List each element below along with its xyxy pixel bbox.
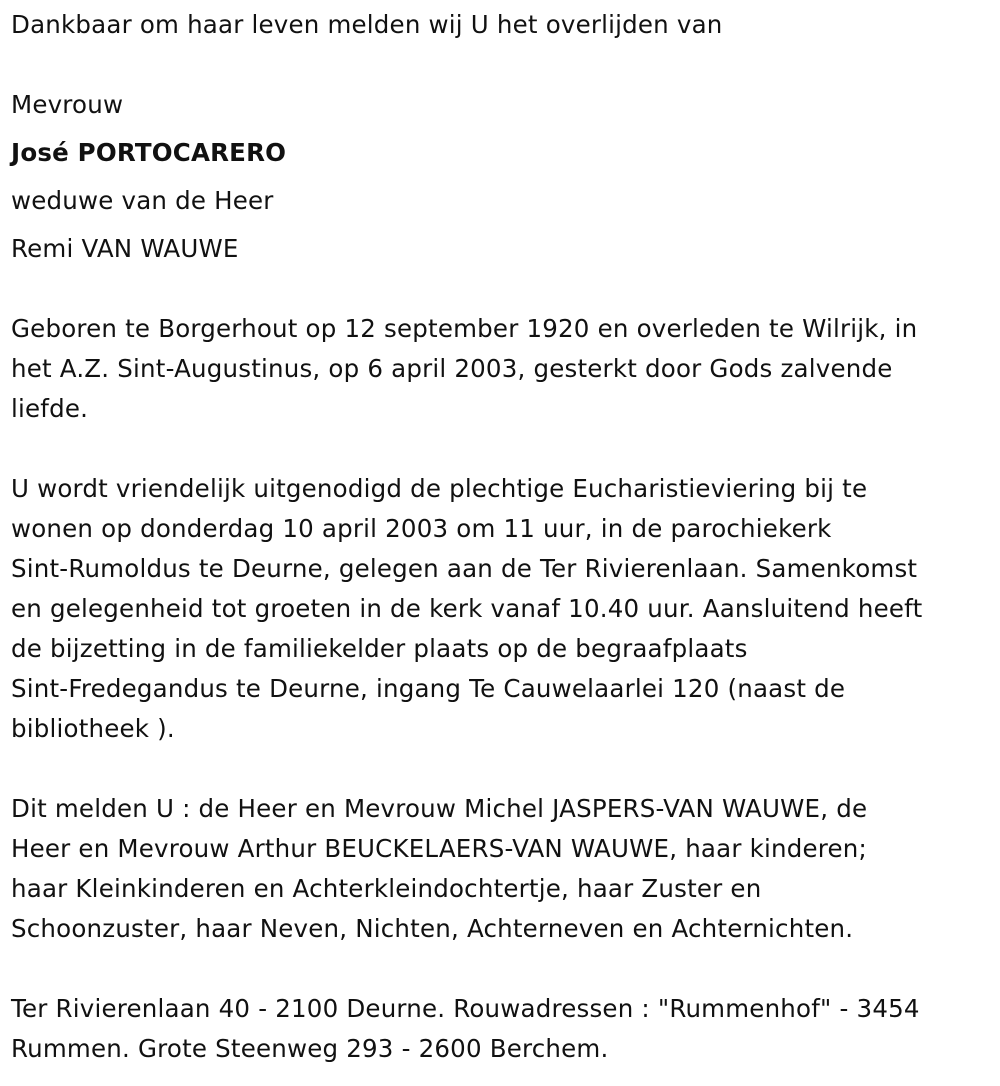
spouse-name: Remi VAN WAUWE: [11, 234, 239, 263]
ceremony-line: bibliotheek ).: [11, 714, 175, 743]
ceremony-line: Sint-Rumoldus te Deurne, gelegen aan de Ter Rivierenlaan. Samenkomst: [11, 554, 918, 583]
salutation: Mevrouw: [11, 90, 124, 119]
address-line: Ter Rivierenlaan 40 - 2100 Deurne. Rouwadressen : "Rummenhof" - 3454: [11, 994, 920, 1023]
family-line: haar Kleinkinderen en Achterkleindochtertje, haar Zuster en: [11, 874, 762, 903]
birth-death-line: Geboren te Borgerhout op 12 september 1920 en overleden te Wilrijk, in: [11, 314, 918, 343]
ceremony-line: wonen op donderdag 10 april 2003 om 11 uur, in de parochiekerk: [11, 514, 832, 543]
family-line: Dit melden U : de Heer en Mevrouw Michel JASPERS-VAN WAUWE, de: [11, 794, 868, 823]
family-line: Heer en Mevrouw Arthur BEUCKELAERS-VAN WAUWE, haar kinderen;: [11, 834, 867, 863]
ceremony-line: en gelegenheid tot groeten in de kerk vanaf 10.40 uur. Aansluitend heeft: [11, 594, 923, 623]
family-line: Schoonzuster, haar Neven, Nichten, Achterneven en Achternichten.: [11, 914, 854, 943]
intro-text: Dankbaar om haar leven melden wij U het overlijden van: [11, 10, 723, 39]
ceremony-line: de bijzetting in de familiekelder plaats op de begraafplaats: [11, 634, 748, 663]
birth-death-line: liefde.: [11, 394, 89, 423]
address-line: Rummen. Grote Steenweg 293 - 2600 Berchem.: [11, 1034, 609, 1063]
ceremony-line: Sint-Fredegandus te Deurne, ingang Te Cauwelaarlei 120 (naast de: [11, 674, 846, 703]
birth-death-line: het A.Z. Sint-Augustinus, op 6 april 2003, gesterkt door Gods zalvende: [11, 354, 893, 383]
ceremony-line: U wordt vriendelijk uitgenodigd de plechtige Eucharistieviering bij te: [11, 474, 868, 503]
relation-text: weduwe van de Heer: [11, 186, 274, 215]
deceased-name: José PORTOCARERO: [11, 138, 287, 167]
